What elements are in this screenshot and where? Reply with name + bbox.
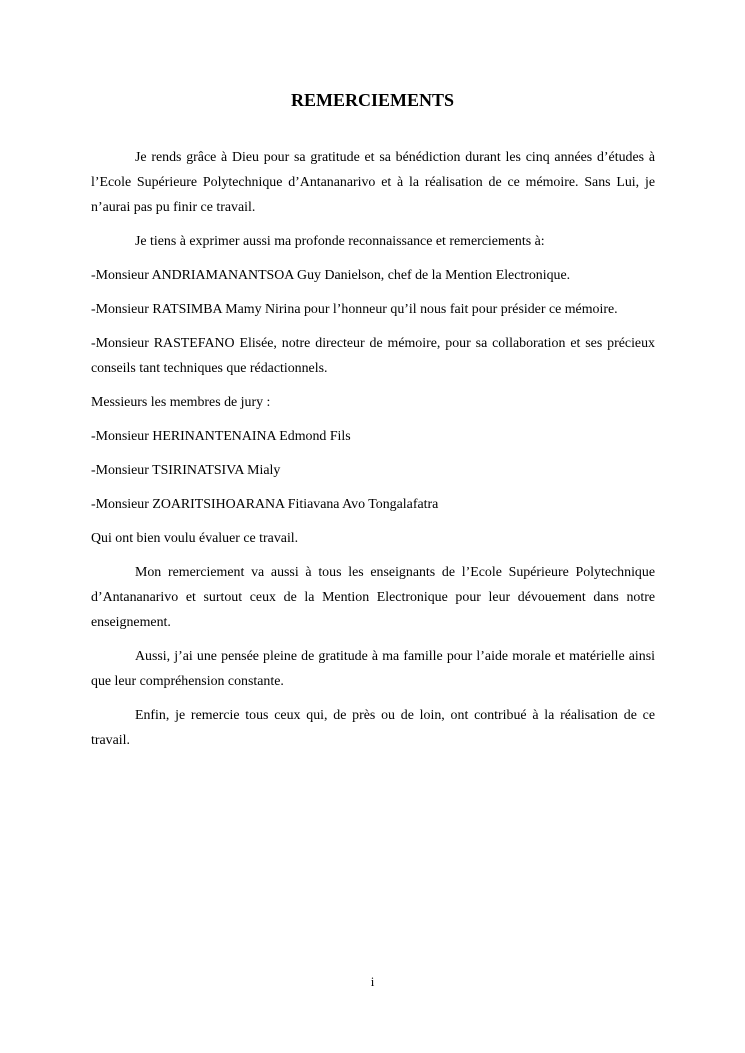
paragraph-enfin: Enfin, je remercie tous ceux qui, de près ou de loin, ont contribué à la réalisation de ce travail.: [91, 708, 655, 748]
jury-heading: Messieurs les membres de jury :: [91, 395, 271, 410]
jury-member-1: -Monsieur HERINANTENAINA Edmond Fils: [91, 429, 351, 444]
body-text: [91, 145, 655, 762]
paragraph-gratitude-god: Je rends grâce à Dieu pour sa gratitude et sa bénédiction durant les cinq années d’études à l’Ecole Supérieure Polytechnique d’Antananarivo et à la réalisation de ce mémoire. Sans Lui, je n’aurai pas pu finir ce travail.: [91, 150, 655, 215]
jury-closing: Qui ont bien voulu évaluer ce travail.: [91, 531, 299, 546]
page-title: REMERCIEMENTS: [290, 90, 455, 110]
thanks-item-chef-mention: -Monsieur ANDRIAMANANTSOA Guy Danielson, chef de la Mention Electronique.: [91, 268, 571, 283]
thanks-item-directeur: -Monsieur RASTEFANO Elisée, notre directeur de mémoire, pour sa collaboration et ses précieux conseils tant techniques que rédactionnels.: [91, 336, 655, 376]
paragraph-enseignants: Mon remerciement va aussi à tous les enseignants de l’Ecole Supérieure Polytechnique d’Antananarivo et surtout ceux de la Mention Electronique pour leur dévouement dans notre enseignement.: [91, 565, 655, 630]
jury-member-3: -Monsieur ZOARITSIHOARANA Fitiavana Avo Tongalafatra: [91, 497, 439, 512]
jury-member-2: -Monsieur TSIRINATSIVA Mialy: [91, 463, 281, 478]
paragraph-reconnaissance-intro: Je tiens à exprimer aussi ma profonde reconnaissance et remerciements à:: [135, 234, 545, 249]
thanks-item-president: -Monsieur RATSIMBA Mamy Nirina pour l’honneur qu’il nous fait pour présider ce mémoire.: [91, 302, 618, 317]
page-number: i: [370, 974, 375, 989]
paragraph-famille: Aussi, j’ai une pensée pleine de gratitude à ma famille pour l’aide morale et matérielle ainsi que leur compréhension constante.: [91, 649, 655, 689]
